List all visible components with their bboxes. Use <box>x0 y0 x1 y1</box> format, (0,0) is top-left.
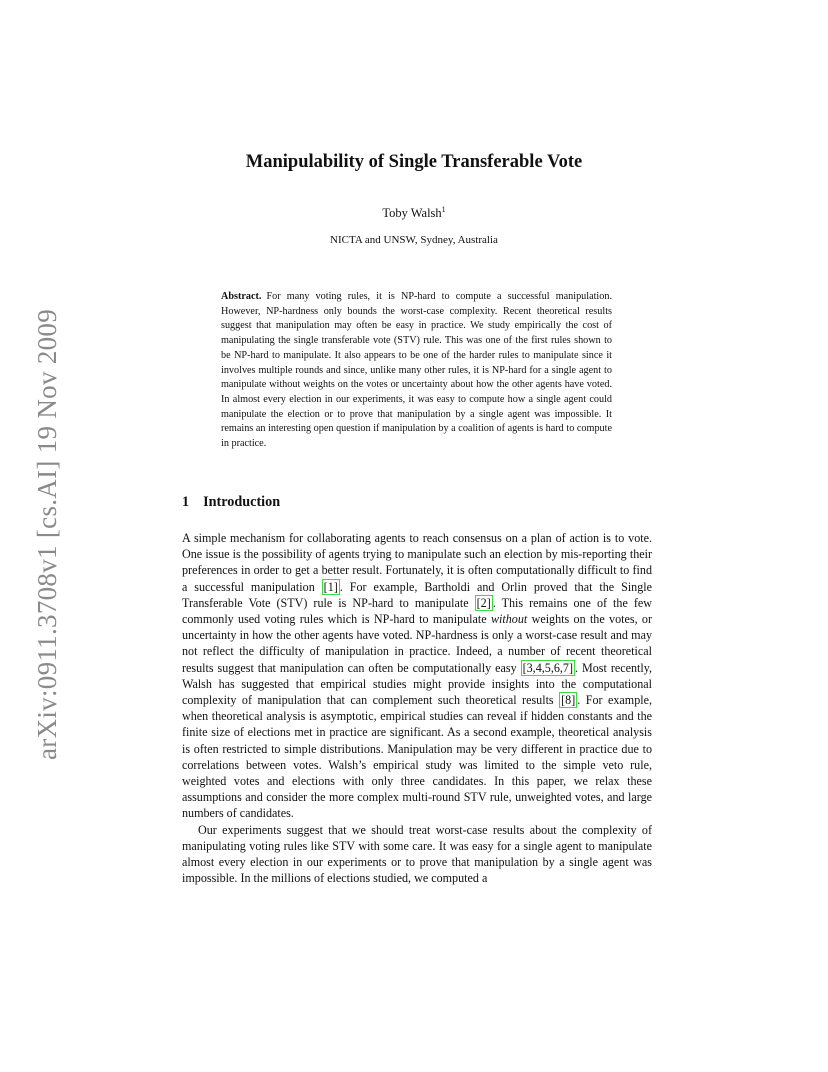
section-heading <box>182 494 280 511</box>
paragraph-2: Our experiments suggest that we should treat worst-case results about the complexity of manipulating voting rules like STV with some care. It was easy for a single agent to manipulate almost every election in our experiments or to prove that manipulation by a single agent was impossible. In the millions of elections studied, we computed a <box>182 822 652 886</box>
author-line <box>0 205 828 221</box>
abstract-text: For many voting rules, it is NP-hard to compute a successful manipulation. However, NP-hardness only bounds the worst-case complexity. Recent theoretical results suggest that manipulation may often be easy in practice. We study empirically the cost of manipulating the single transferable vote (STV) rule. This was one of the first rules shown to be NP-hard to manipulate. It also appears to be one of the harder rules to manipulate since it involves multiple rounds and since, unlike many other rules, it is NP-hard for a single agent to manipulate without weights on the votes or uncertainty about how the other agents have voted. In almost every election in our experiments, it was easy to compute how a single agent could manipulate the election or to prove that manipulation by a single agent was impossible. It remains an interesting open question if manipulation by a coalition of agents is hard to compute in practice. <box>221 291 612 450</box>
paper-title: Manipulability of Single Transferable Vote <box>245 152 583 172</box>
author-affiliation-mark: 1 <box>441 205 446 214</box>
abstract-label: Abstract. <box>221 291 262 302</box>
section-title: Introduction <box>203 494 281 510</box>
text-run: weights on the votes, or uncertainty in how the other agents have voted. NP-hardness is only a worst-case result and may not reflect the difficulty of manipulation in practice. Indeed, a number of recent theoretical results suggest that manipulation can often be computationally easy <box>182 612 652 675</box>
abstract <box>221 290 612 452</box>
text-run: . Most recently, Walsh has suggested that empirical studies might provide insights into the computational complexity of manipulation that can complement such theoretical results <box>182 660 652 708</box>
citation-link[interactable]: [8] <box>561 693 576 708</box>
citation-link[interactable]: [1] <box>323 579 338 594</box>
author-affiliation: NICTA and UNSW, Sydney, Australia <box>330 234 498 246</box>
text-run: A simple mechanism for collaborating agents to reach consensus on a plan of action is to vote. One issue is the possibility of agents trying to manipulate such an election by mis-reporting their preferences in order to get a better result. Fortunately, it is often computationally difficult to find a successful manipulation <box>182 531 652 594</box>
citation-link[interactable]: [3,4,5,6,7] <box>522 660 573 675</box>
text-run: . This remains one of the few commonly used voting rules which is NP-hard to manipulate <box>182 595 653 627</box>
arxiv-identifier: arXiv:0911.3708v1 [cs.AI] 19 Nov 2009 <box>32 308 62 760</box>
section-number: 1 <box>182 494 190 510</box>
text-run: . For example, Bartholdi and Orlin proved that the Single Transferable Vote (STV) rule is NP-hard to manipulate <box>182 579 652 610</box>
author-name: Toby Walsh <box>382 206 442 221</box>
citation-link[interactable]: [2] <box>476 595 491 610</box>
introduction-body <box>182 530 652 886</box>
paragraph-1 <box>182 530 652 822</box>
text-run: . For example, when theoretical analysis is asymptotic, empirical studies can reveal if hidden constants and the finite size of elections met in practice are significant. As a second example, theoretical analysis is often restricted to simple distributions. Manipulation may be very different in practice due to correlations between votes. Walsh’s empirical study was limited to the simple veto rule, weighted votes and elections with only three candidates. In this paper, we relax these assumptions and consider the more complex multi-round STV rule, unweighted votes, and large numbers of candidates. <box>182 693 653 821</box>
emphasis: without <box>490 612 528 627</box>
